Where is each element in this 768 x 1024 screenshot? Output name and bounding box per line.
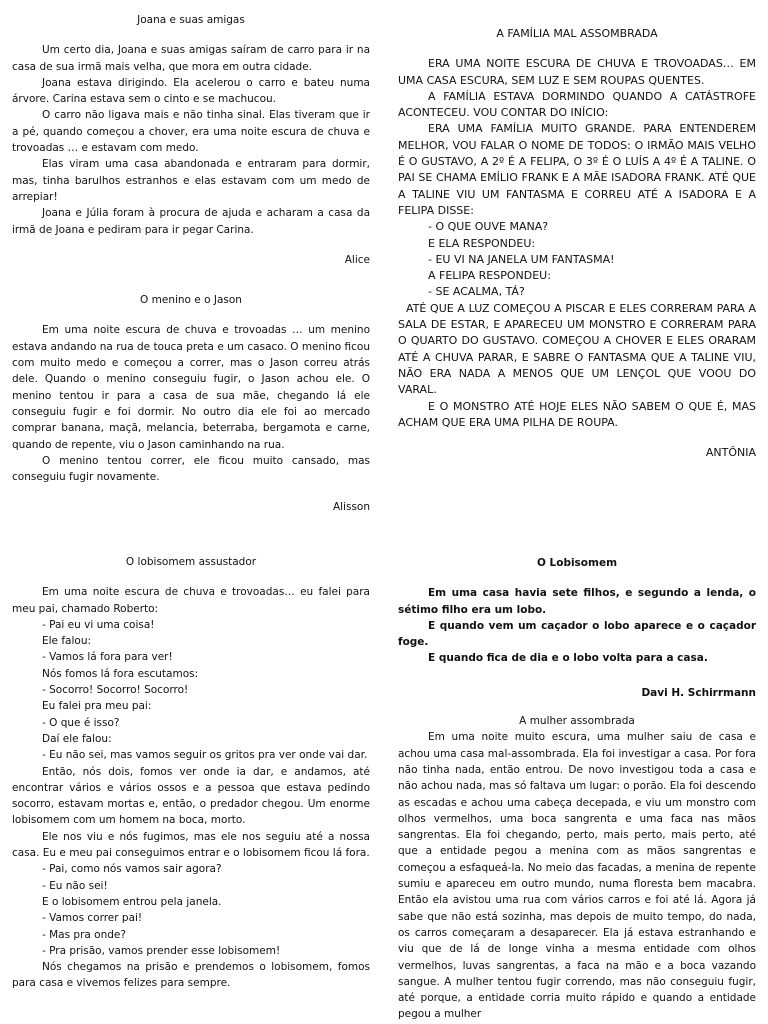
dialogue-line: - O QUE OUVE MANA? [428,220,549,234]
paragraph: Em uma casa havia sete filhos, e segundo a lenda, o sétimo filho era um lobo. [398,587,756,616]
dialogue-line: Eu falei pra meu pai: [42,700,152,713]
author-signature: Alisson [332,501,370,514]
paragraph: Então, nós dois, fomos ver onde ia dar, e andamos, até encontrar vários e vários ossos e a pessoa que estava pedindo socorro, estavam mortas e, então, o predador chegou. Um enorme lobisomem com um homem na boca, morto. [12,765,370,827]
paragraph: O carro não ligava mais e não tinha sinal. Elas tiveram que ir a pé, quando começou a chover, era uma noite escura de chuva e trovoadas … e estavam com medo. [12,109,370,155]
dialogue-line: Nós fomos lá fora escutamos: [42,667,199,680]
paragraph: Em uma noite escura de chuva e trovoadas … um menino estava andando na rua de touca preta e um casaco. O menino ficou com muito medo e começou a correr, mas o Jason correu atrás dele. Quando o menino conseguiu fugir, o Jason achou ele. O menino tentou ir para a casa de sua mãe, chegando lá ele conseguiu fugir e foi dormir. No outro dia ele foi ao mercado comprar banana, maçã, melancia, beterraba, bergamota e carne, quando de repente, viu o Jason caminhando na rua. [12,324,370,451]
paragraph: E O MONSTRO ATÉ HOJE ELES NÃO SABEM O QUE É, MAS ACHAM QUE ERA UMA PILHA DE ROUPA. [398,399,756,429]
dialogue-line: - Pra prisão, vamos prender esse lobisomem! [42,944,281,957]
paragraph: Em uma noite muito escura, uma mulher saiu de casa e achou uma casa mal-assombrada. Ela foi investigar a casa. Por fora não tinha nada, então entrou. De novo investigou toda a casa e não achou nada, mas só faltava um lugar: o porão. Ela foi descendo as escadas e achou uma cabeça decepada, e viu um monstro com olhos vermelhos, uma boca sangrenta e uma faca nas mãos sangrentas. Ela foi chegando, perto, mais perto, mais perto, até que a entidade pegou a menina com as mãos sangrentas e começou a esfaqueá-la. No meio das facadas, a menina de repente sumiu e apareceu em outro mundo, numa floresta bem macabra. Então ela avistou uma rua com vários carros e foi até lá. Agora já sabe que não está sozinha, mas depois de muito tempo, do nada, os carros começaram a desaparecer. Ela já estava estranhando e viu que de lá de longe vinha a mesma entidade com olhos vermelhos, luvas sangrentas, a faca na mão e a boca vazando sangue. A mulher tentou fugir correndo, mas não conseguiu fugir, até porque, a entidade corria muito rápido e quando a entidade pegou a mulher [398,731,756,1021]
story-familia [398,26,756,476]
story-title: A FAMÍLIA MAL ASSOMBRADA [496,27,658,40]
story-title: O Lobisomem [536,557,618,569]
paragraph: ERA UMA NOITE ESCURA DE CHUVA E TROVOADAS… EM UMA CASA ESCURA, SEM LUZ E SEM ROUPAS QUENTES. [398,57,756,87]
story-lobisomem [398,555,756,1021]
story-title: Joana e suas amigas [137,14,245,26]
paragraph: Ele nos viu e nós fugimos, mas ele nos seguiu até a nossa casa. Eu e meu pai conseguimos entrar e o lobisomem ficou lá fora. [12,830,370,860]
author-signature: Davi H. Schirrmann [641,686,756,699]
paragraph: Um certo dia, Joana e suas amigas saíram de carro para ir na casa de sua irmã mais velha, que mora em outra cidade. [12,44,370,73]
paragraph: O menino tentou correr, ele ficou muito cansado, mas conseguiu fugir novamente. [12,454,370,484]
dialogue-line: - Vamos correr pai! [42,912,143,925]
dialogue-line: E o lobisomem entrou pela janela. [42,895,222,908]
paragraph: E quando vem um caçador o lobo aparece e o caçador foge. [398,619,756,649]
dialogue-line: - Eu não sei! [42,879,108,892]
paragraph: A FAMÍLIA ESTAVA DORMINDO QUANDO A CATÁSTROFE ACONTECEU. VOU CONTAR DO INÍCIO: [398,89,756,120]
story-title: A mulher assombrada [519,715,635,728]
dialogue-line: Ele falou: [42,635,92,648]
dialogue-line: - Pai eu vi uma coisa! [42,618,155,631]
dialogue-line: - Mas pra onde? [42,928,126,941]
dialogue-line: - Socorro! Socorro! Socorro! [42,684,189,697]
paragraph: Elas viram uma casa abandonada e entraram para dormir, mas, tinha barulhos estranhos e elas estavam com um medo de arrepiar! [12,158,370,203]
dialogue-line: A FELIPA RESPONDEU: [428,269,551,283]
dialogue-line: E ELA RESPONDEU: [428,236,536,250]
paragraph: Joana e Júlia foram à procura de ajuda e acharam a casa da irmã de Joana e pediram para ir pegar Carina. [12,207,370,236]
dialogue-line: Daí ele falou: [42,732,112,745]
dialogue-line: - Pai, como nós vamos sair agora? [42,863,222,876]
story-title: O lobisomem assustador [125,556,257,568]
paragraph: E quando fica de dia e o lobo volta para a casa. [428,652,708,665]
paragraph: ERA UMA FAMÍLIA MUITO GRANDE. PARA ENTENDEREM MELHOR, VOU FALAR O NOME DE TODOS: O IRMÃO MAIS VELHO É O GUSTAVO, A 2º É A FELIPA, O 3º É O LUÍS A 4º É A TALINE. O PAI SE CHAMA EMÍLIO FRANK E A MÃE ISADORA FRANK. ATÉ QUE A TALINE VIU UM FANTASMA E CORREU ATÉ A ISADORA E A FELIPA DISSE: [398,122,756,217]
dialogue-line: - SE ACALMA, TÁ? [428,285,525,299]
dialogue-line: - O que é isso? [42,716,120,729]
author-signature: ANTÔNIA [705,446,756,460]
paragraph: Nós chegamos na prisão e prendemos o lobisomem, fomos para casa e vivemos felizes para sempre. [12,961,370,990]
paragraph: Em uma noite escura de chuva e trovoadas… eu falei para meu pai, chamado Roberto: [12,586,370,615]
story-lobisomem-assustador [12,554,370,1020]
dialogue-line: - EU VI NA JANELA UM FANTASMA! [428,252,615,266]
story-title: O menino e o Jason [140,294,242,307]
paragraph: ATÉ QUE A LUZ COMEÇOU A PISCAR E ELES CORRERAM PARA A SALA DE ESTAR, E APARECEU UM MONSTRO E CORRERAM PARA O QUARTO DO GUSTAVO. COMEÇOU A CHOVER E ELES ORARAM ATÉ A CHUVA PARAR, E SABRE O FANTASMA QUE A TALINE VIU, NÃO ERA NADA A MENOS QUE UM LENÇOL QUE VOOU DO VARAL. [398,301,756,397]
story-joana [12,12,370,522]
dialogue-line: - Vamos lá fora para ver! [42,651,173,664]
paragraph: - Eu não sei, mas vamos seguir os gritos pra ver onde vai dar. [42,749,368,762]
author-signature: Alice [344,253,370,266]
paragraph: Joana estava dirigindo. Ela acelerou o carro e bateu numa árvore. Carina estava sem o cinto e se machucou. [12,76,370,106]
